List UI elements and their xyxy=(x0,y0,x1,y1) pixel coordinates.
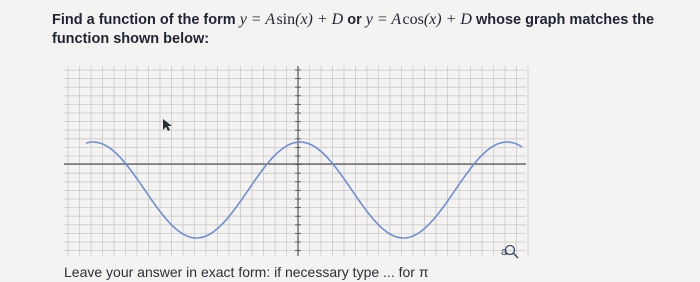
question-text xyxy=(52,10,692,49)
question-prefix: Find a function of the form xyxy=(52,12,236,28)
graph-axes xyxy=(64,66,526,258)
graph-grid xyxy=(64,66,528,256)
equation-cosine-form: y = A cos(x) + D xyxy=(365,11,472,28)
equation-sine-form: y = A sin(x) + D xyxy=(239,11,344,28)
answer-instructions: Leave your answer in exact form: if necessary type ... for π xyxy=(64,264,429,280)
question-joiner: or xyxy=(347,12,362,28)
function-graph xyxy=(60,62,532,262)
graph-corner-label: a xyxy=(501,246,508,258)
question-suffix: whose graph matches the function shown below: xyxy=(52,12,655,47)
mouse-cursor-icon xyxy=(162,118,176,132)
